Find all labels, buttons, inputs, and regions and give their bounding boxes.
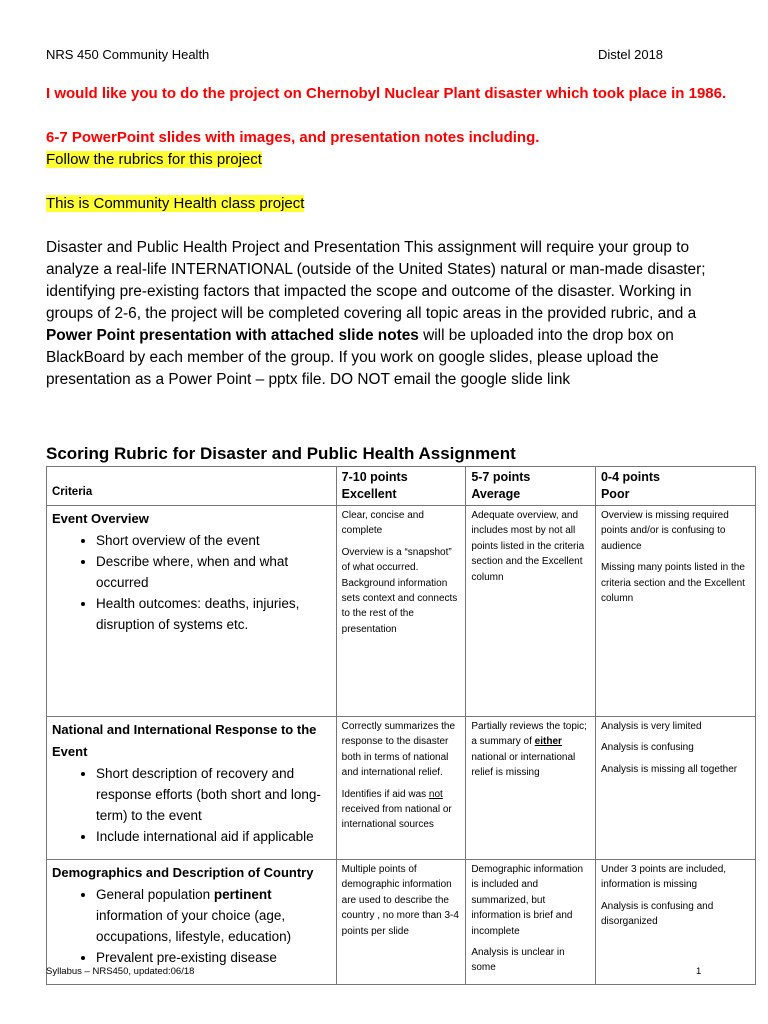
paragraph-text: Disaster and Public Health Project and Presentation This assignment will require your group to analyze a real-life INTERNATIONAL (outside of the United States) natural or man-made disaster; identifying pre-existing factors that impacted the scope and outcome of the disaster. Working in groups of 2-6, the project will be completed covering all topic areas in the provided rubric, and a [46, 239, 706, 322]
bullet-text: General population [96, 887, 214, 902]
page-number: 1 [696, 966, 702, 977]
poor-cell [595, 717, 755, 860]
cell-text-part: Partially reviews the topic; a summary of [471, 721, 587, 748]
highlight-text: Follow the rubrics for this project [46, 151, 262, 168]
cell-text-part: received from national or international sources [341, 804, 452, 831]
list-item [96, 884, 331, 947]
header-course: NRS 450 Community Health [46, 47, 210, 62]
cell-text: Analysis is confusing [600, 742, 694, 754]
bullet-bold: pertinent [213, 887, 272, 902]
excellent-cell [336, 860, 466, 985]
criteria-title: Event Overview [52, 511, 149, 526]
footer-syllabus: Syllabus – NRS450, updated:06/18 [46, 966, 195, 977]
paragraph-text: will be uploaded into the drop box on BlackBoard by each member of the group. If you work on google slides, please upload the presentation as a Power Point – pptx file. DO NOT email the google slide link [46, 327, 674, 388]
instruction-line-2: 6-7 PowerPoint slides with images, and presentation notes including. [46, 129, 540, 146]
header-average [466, 467, 596, 506]
header-level: Average [471, 487, 521, 501]
poor-cell [595, 506, 755, 717]
cell-text: Under 3 points are included, information is missing [600, 864, 727, 891]
criteria-bullets [52, 763, 331, 847]
cell-text: Overview is a “snapshot” of what occurred. Background information sets context and connects to the rest of the presentation [341, 546, 458, 635]
criteria-title: Demographics and Description of Country [52, 865, 314, 880]
cell-text: Analysis is unclear in some [471, 947, 565, 974]
assignment-paragraph [46, 237, 736, 391]
criteria-cell [47, 506, 337, 717]
header-author: Distel 2018 [598, 47, 664, 62]
cell-text: Adequate overview, and includes most by not all points listed in the criteria section and the Excellent column [471, 510, 585, 583]
cell-text: Clear, concise and complete [341, 510, 424, 537]
paragraph-bold: Power Point presentation with attached slide notes [46, 327, 419, 344]
highlight-text: This is Community Health class project [46, 195, 305, 212]
criteria-title: National and International Response to the Event [52, 722, 317, 759]
cell-text: Overview is missing required points and/or is confusing to audience [600, 510, 729, 552]
header-criteria: Criteria [47, 467, 337, 506]
instruction-highlight-2 [46, 193, 304, 215]
excellent-cell [336, 506, 466, 717]
criteria-bullets [52, 884, 331, 968]
table-header-row [47, 467, 756, 506]
list-item: • Prevalent pre-existing disease [96, 947, 331, 968]
average-cell [466, 717, 596, 860]
cell-text-underline: not [428, 788, 443, 800]
cell-text: Multiple points of demographic information are used to describe the country , no more than 3-4 points per slide [341, 864, 459, 937]
list-item: • Health outcomes: deaths, injuries, disruption of systems etc. [96, 593, 331, 635]
criteria-cell [47, 717, 337, 860]
header-points: 0-4 points [600, 470, 661, 484]
cell-text: Analysis is confusing and disorganized [600, 900, 714, 928]
cell-text: Missing many points listed in the criteria section and the Excellent column [600, 562, 745, 605]
cell-text [471, 719, 590, 781]
criteria-bullets [52, 530, 331, 635]
header-level: Poor [600, 487, 630, 501]
list-item: • Describe where, when and what occurred [96, 551, 331, 593]
instruction-line-1: I would like you to do the project on Chernobyl Nuclear Plant disaster which took place in 1986. [46, 85, 727, 102]
list-item: • Short overview of the event [96, 530, 331, 551]
list-item: • Include international aid if applicable [96, 826, 331, 847]
cell-text: Analysis is very limited [600, 721, 702, 732]
header-excellent [336, 467, 466, 506]
cell-text-underline: either [534, 736, 562, 748]
cell-text-part: Identifies if aid was [341, 788, 429, 800]
table-row [47, 717, 756, 860]
list-item: • Short description of recovery and response efforts (both short and long-term) to the event [96, 763, 331, 826]
cell-text: Analysis is missing all together [600, 763, 738, 775]
cell-text [342, 787, 461, 833]
table-row [47, 506, 756, 717]
cell-text: Correctly summarizes the response to the disaster both in terms of national and international relief. [341, 721, 456, 779]
header-level: Excellent [341, 487, 397, 501]
excellent-cell [336, 717, 466, 860]
header-poor [595, 467, 755, 506]
cell-text: Demographic information is included and summarized, but information is brief and incomplete [471, 864, 584, 937]
bullet-text: information of your choice (age, occupations, lifestyle, education) [96, 908, 292, 944]
average-cell [466, 860, 596, 985]
header-points: 5-7 points [471, 470, 531, 484]
average-cell [466, 506, 596, 717]
rubric-table [46, 466, 756, 985]
instruction-highlight-1 [46, 149, 262, 171]
poor-cell [595, 860, 755, 985]
cell-text-part: national or international relief is missing [471, 751, 576, 779]
rubric-title: Scoring Rubric for Disaster and Public Health Assignment [46, 444, 516, 463]
header-points: 7-10 points [341, 470, 408, 484]
